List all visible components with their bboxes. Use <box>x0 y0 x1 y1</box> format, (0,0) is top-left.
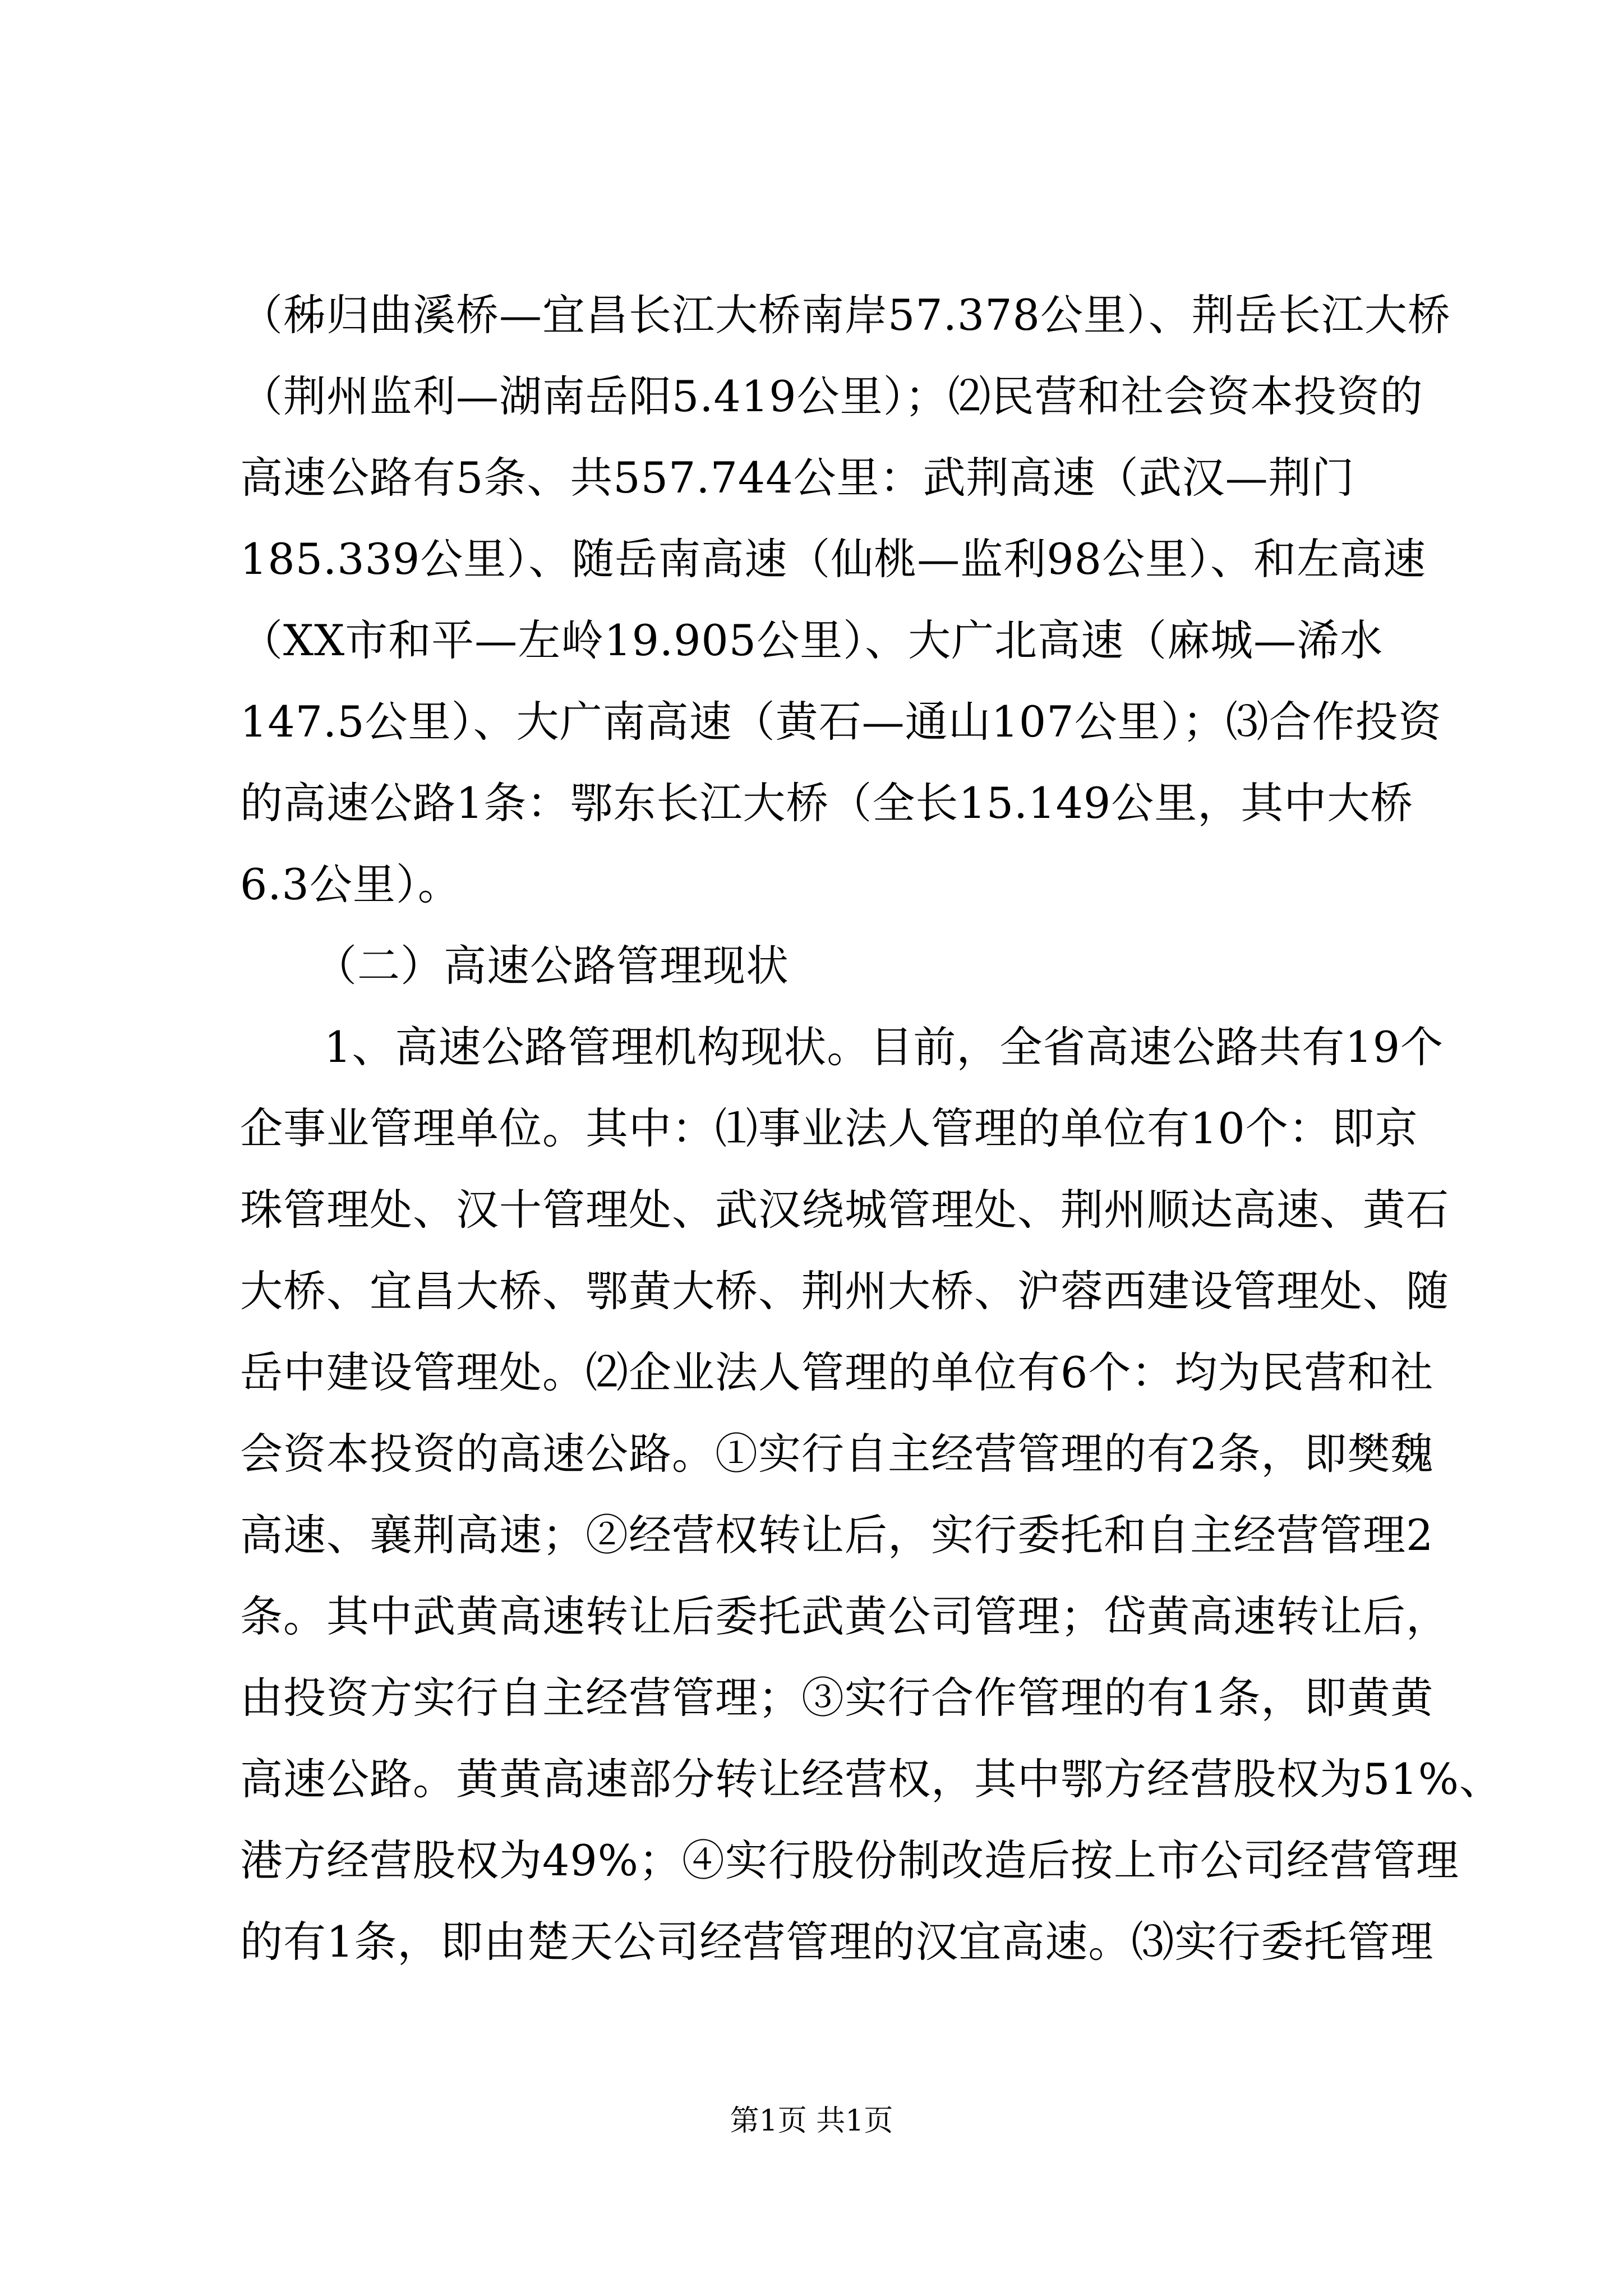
text-line: 6.3公里）。 <box>240 859 461 909</box>
text-line: 高速公路。黄黄高速部分转让经营权，其中鄂方经营股权为51%、 <box>240 1754 1502 1804</box>
text-line: （XX市和平—左岭19.905公里）、大广北高速（麻城—浠水 <box>240 615 1384 665</box>
text-line: 企事业管理单位。其中：⑴事业法人管理的单位有10个：即京 <box>240 1103 1418 1153</box>
text-line: 185.339公里）、随岳南高速（仙桃—监利98公里）、和左高速 <box>240 534 1426 584</box>
text-line: （秭归曲溪桥—宜昌长江大桥南岸57.378公里）、荆岳长江大桥 <box>240 290 1451 340</box>
text-line: 的高速公路1条：鄂东长江大桥（全长15.149公里，其中大桥 <box>240 778 1414 828</box>
text-line: 1、高速公路管理机构现状。目前，全省高速公路共有19个 <box>324 1022 1444 1072</box>
text-line: 港方经营股权为49%；④实行股份制改造后按上市公司经营管理 <box>240 1835 1459 1885</box>
text-line: 高速公路有5条、共557.744公里：武荆高速（武汉—荆门 <box>240 453 1355 503</box>
text-line: 的有1条，即由楚天公司经营管理的汉宜高速。⑶实行委托管理 <box>240 1917 1434 1967</box>
text-line: （荆州监利—湖南岳阳5.419公里）；⑵民营和社会资本投资的 <box>240 371 1423 421</box>
text-line: 高速、襄荆高速；②经营权转让后，实行委托和自主经营管理2 <box>240 1510 1434 1560</box>
text-line: 条。其中武黄高速转让后委托武黄公司管理；岱黄高速转让后， <box>240 1591 1449 1641</box>
text-line: 大桥、宜昌大桥、鄂黄大桥、荆州大桥、沪蓉西建设管理处、随 <box>240 1266 1449 1316</box>
page-footer: 第1页 共1页 <box>730 2104 893 2138</box>
text-line: 岳中建设管理处。⑵企业法人管理的单位有6个：均为民营和社 <box>240 1347 1434 1397</box>
text-line: 会资本投资的高速公路。①实行自主经营管理的有2条，即樊魏 <box>240 1429 1434 1479</box>
text-line: 珠管理处、汉十管理处、武汉绕城管理处、荆州顺达高速、黄石 <box>240 1185 1449 1235</box>
section-heading: （二）高速公路管理现状 <box>314 941 789 991</box>
text-line: 147.5公里）、大广南高速（黄石—通山107公里）；⑶合作投资 <box>240 697 1442 747</box>
text-line: 由投资方实行自主经营管理；③实行合作管理的有1条，即黄黄 <box>240 1673 1434 1723</box>
